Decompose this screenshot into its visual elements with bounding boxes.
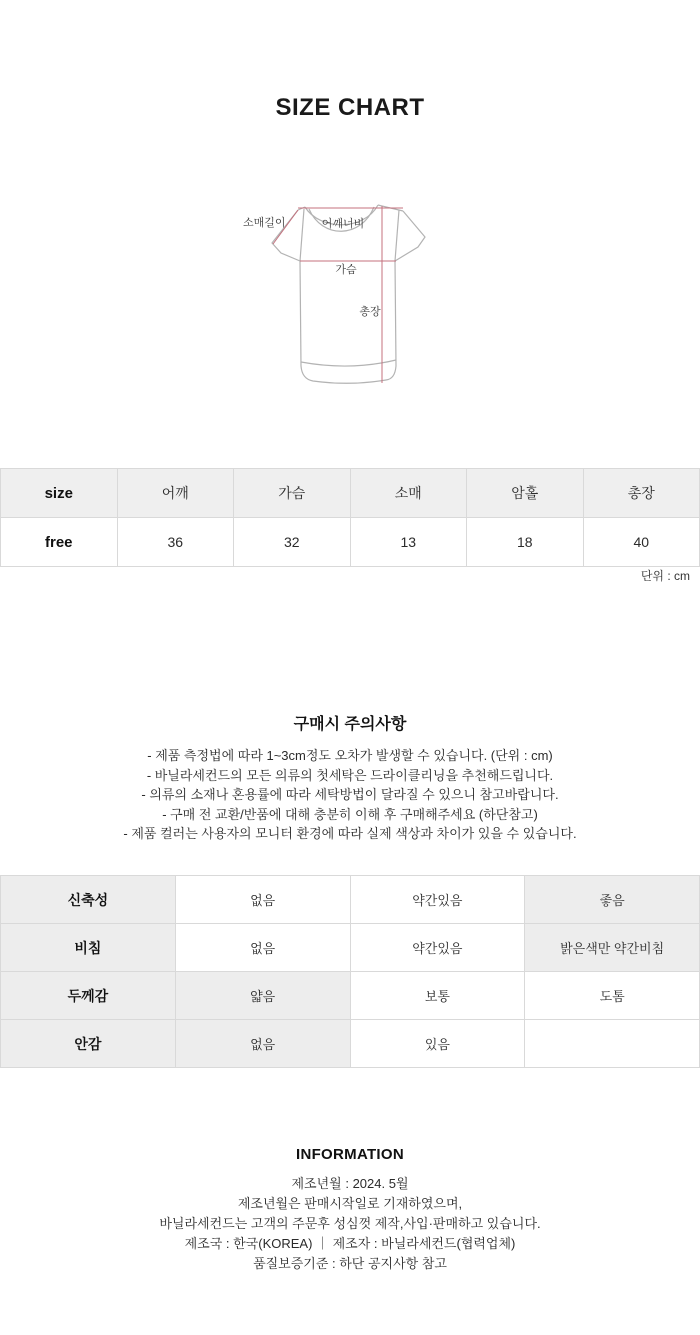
shoulder-width-label: 어깨너비: [321, 218, 365, 230]
information-line: 제조국 : 한국(KOREA) ｜ 제조자 : 바닐라세컨드(협력업체): [184, 1236, 516, 1251]
size-header-cell: 가슴: [234, 469, 351, 518]
size-value-cell: 18: [467, 518, 584, 567]
information-title: INFORMATION: [295, 1146, 404, 1163]
chest-label: 가슴: [335, 264, 357, 276]
size-header-cell: 총장: [583, 469, 700, 518]
size-table-header-row: [1, 469, 700, 518]
fabric-row-label: 안감: [1, 1020, 176, 1068]
fabric-option-cell-selected: 좋음: [525, 876, 700, 924]
fabric-row-elasticity: [1, 876, 700, 924]
fabric-row-lining: [1, 1020, 700, 1068]
information-section: [0, 1146, 700, 1274]
size-header-cell: 암홀: [467, 469, 584, 518]
unit-note: 단위 : cm: [640, 569, 690, 583]
information-line: 품질보증기준 : 하단 공지사항 참고: [253, 1256, 447, 1271]
fabric-option-cell: [525, 1020, 700, 1068]
purchase-notice-title: 구매시 주의사항: [293, 716, 407, 733]
notice-line: - 제품 측정법에 따라 1~3cm정도 오차가 발생할 수 있습니다. (단위 : cm): [147, 748, 553, 763]
fabric-option-cell: 있음: [350, 1020, 525, 1068]
size-table: [0, 468, 700, 567]
fabric-option-cell: 약간있음: [350, 924, 525, 972]
fabric-option-cell: 없음: [175, 876, 350, 924]
size-value-cell: 36: [117, 518, 234, 567]
notice-line: - 구매 전 교환/반품에 대해 충분히 이해 후 구매해주세요 (하단참고): [162, 806, 538, 822]
fabric-row-label: 비침: [1, 924, 176, 972]
size-header-cell: 어깨: [117, 469, 234, 518]
size-value-cell: 40: [583, 518, 700, 567]
fabric-option-cell: 약간있음: [350, 876, 525, 924]
fabric-row-label: 두께감: [1, 972, 176, 1020]
total-length-label: 총장: [359, 306, 381, 318]
notice-line: - 제품 컬러는 사용자의 모니터 환경에 따라 실제 색상과 차이가 있을 수 있습니다.: [123, 826, 577, 841]
fabric-option-cell-selected: 밝은색만 약간비침: [525, 924, 700, 972]
size-value-cell: 32: [234, 518, 351, 567]
page-title: SIZE CHART: [275, 94, 425, 121]
size-header-cell: size: [1, 469, 118, 518]
purchase-notice-section: [0, 711, 700, 844]
sleeve-length-label: 소매길이: [243, 217, 286, 229]
information-line: 제조년월은 판매시작일로 기재하였으며,: [237, 1196, 463, 1211]
fabric-option-cell-selected: 없음: [175, 1020, 350, 1068]
fabric-option-cell: 보통: [350, 972, 525, 1020]
information-line: 제조년월 : 2024. 5월: [291, 1176, 409, 1191]
notice-line: - 바닐라세컨드의 모든 의류의 첫세탁은 드라이클리닝을 추천해드립니다.: [146, 767, 554, 783]
size-value-cell: 13: [350, 518, 467, 567]
tshirt-outline-drawing: [240, 190, 460, 400]
size-row-label-cell: free: [1, 518, 118, 567]
fabric-option-cell: 도톰: [525, 972, 700, 1020]
notice-line: - 의류의 소재나 혼용률에 따라 세탁방법이 달라질 수 있으니 참고바랍니다.: [141, 787, 559, 802]
fabric-row-sheerness: [1, 924, 700, 972]
fabric-option-cell-selected: 얇음: [175, 972, 350, 1020]
information-line: 바닐라세컨드는 고객의 주문후 성심껏 제작,사입·판매하고 있습니다.: [159, 1216, 541, 1231]
fabric-properties-table: [0, 875, 700, 1068]
fabric-option-cell: 없음: [175, 924, 350, 972]
size-header-cell: 소매: [350, 469, 467, 518]
tshirt-measurement-diagram: [240, 190, 460, 400]
size-table-value-row: [1, 518, 700, 567]
fabric-row-thickness: [1, 972, 700, 1020]
fabric-row-label: 신축성: [1, 876, 176, 924]
